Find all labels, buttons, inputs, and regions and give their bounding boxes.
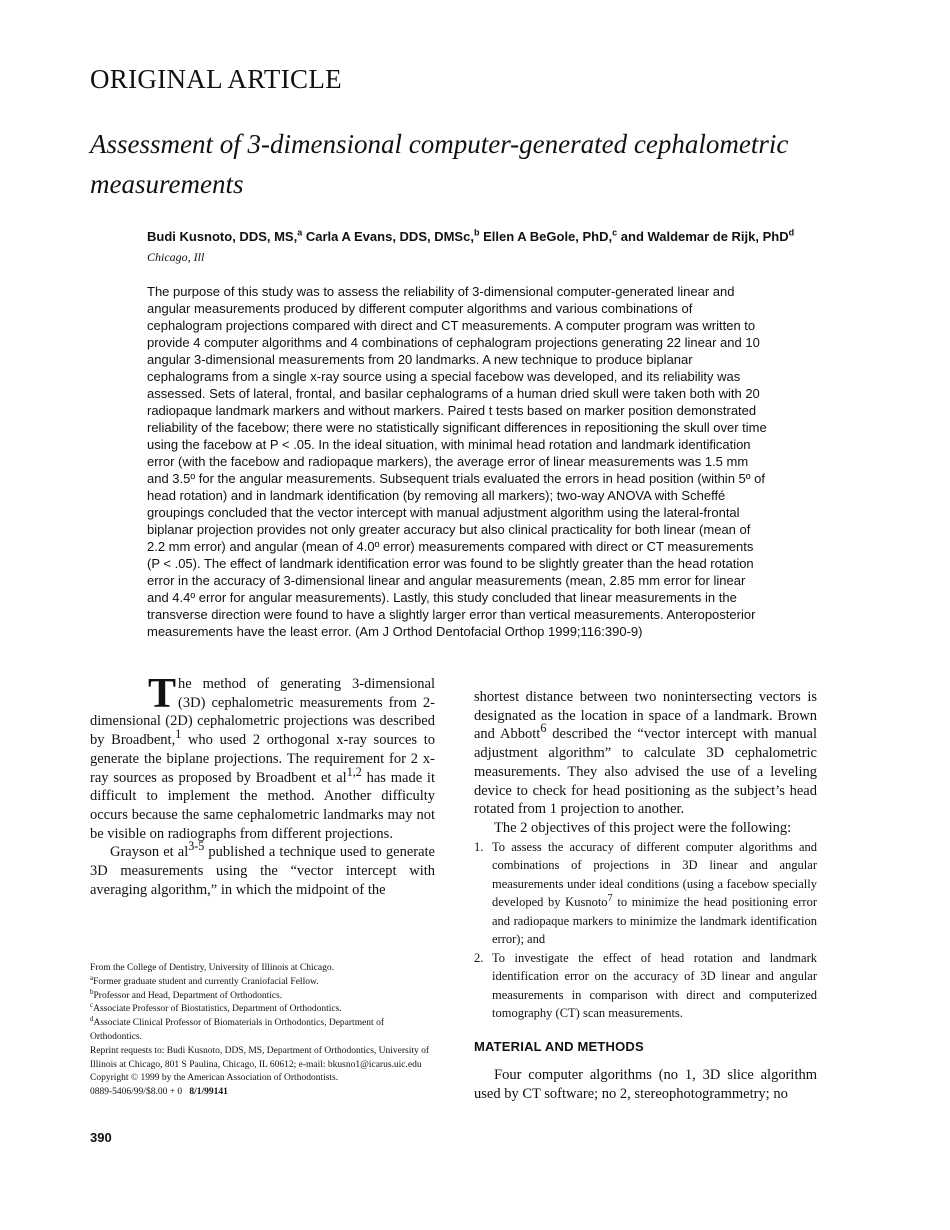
abstract-line: provide 4 computer algorithms and 4 combinations of cephalogram projections generating 22 linear and 10 — [147, 335, 760, 350]
author-affil-mark: d — [788, 227, 795, 238]
list-text: to minimize the head positioning error and radiopaque markers to minimize the landmark identification error); and — [492, 895, 818, 947]
page-number: 390 — [90, 1130, 112, 1145]
section-heading: MATERIAL AND METHODS — [474, 1038, 644, 1054]
author-affil-mark: a — [297, 227, 303, 238]
citation: 6 — [540, 721, 547, 736]
body-text: published a technique used to generate 3D measurements using the “vector intercept with averaging algorithm,” in which the midpoint of the — [90, 844, 435, 898]
author-name: Ellen A BeGole, PhD, — [479, 229, 613, 244]
abstract-line: biplanar projection provides not only greater accuracy but also clinical practicality for both linear (mean of — [147, 522, 751, 537]
body-text: has made it difficult to implement the method. Another difficulty occurs because the same cephalometric landmarks may not be visible on radiographs from different projections. — [90, 769, 435, 842]
footnotes — [90, 962, 435, 1100]
list-item — [474, 949, 817, 1023]
abstract-line: 2.2 mm error) and angular (mean of 4.0º error) measurements compared with direct or CT measurements — [147, 539, 754, 554]
objectives-list — [474, 838, 817, 1023]
abstract-line: radiopaque landmark markers and without markers. Paired t tests based on marker position demonstrated — [147, 403, 757, 418]
author-affil-mark: b — [473, 227, 480, 238]
abstract-line: groupings concluded that the vector intercept with manual adjustment algorithm using the lateral-frontal — [147, 505, 740, 520]
body-text: shortest distance between two nonintersecting vectors is designated as the location in space of a landmark. Brown and Abbott — [474, 689, 817, 743]
abstract-line: angular measurements produced by different computer algorithms and various combinations of — [147, 301, 693, 316]
abstract-line: using the facebow at P < .05. In the ideal situation, with minimal head rotation and landmark identification — [147, 437, 751, 452]
abstract — [147, 283, 822, 640]
citation: 1 — [175, 727, 182, 742]
body-text: who used 2 orthogonal x-ray sources to generate the biplane projections. The requirement for 2 x-ray sources as proposed by Broadbent et al — [90, 732, 436, 786]
abstract-line: transverse direction were found to have a slightly larger error than vertical measurements. Anteroposterior — [147, 607, 756, 622]
abstract-line: assessed. Sets of lateral, frontal, and basilar cephalograms of a human dried skull were taken both with 20 — [147, 386, 760, 401]
author-list — [147, 229, 847, 244]
list-number: 1. — [474, 839, 484, 854]
abstract-line: head rotation) and in landmark identification (by removing all markers); two-way ANOVA with Scheffé — [147, 488, 726, 503]
citation: 3-5 — [188, 839, 205, 854]
citation: 7 — [607, 892, 613, 904]
affiliation: Chicago, Ill — [147, 250, 205, 264]
body-text: Grayson et al — [110, 844, 189, 861]
footnote: From the College of Dentistry, University of Illinois at Chicago. — [90, 963, 334, 973]
abstract-line: cephalograms from a single x-ray source using a special facebow was developed, and its reliability was — [147, 369, 741, 384]
author-name: and Waldemar de Rijk, PhD — [617, 229, 789, 244]
abstract-line: error in the accuracy of 3-dimensional linear and angular measurements (mean, 2.85 mm error for linear — [147, 573, 746, 588]
abstract-line: measurements have the least error. (Am J Orthod Dentofacial Orthop 1999;116:390-9) — [147, 624, 643, 639]
abstract-line: (P < .05). The effect of landmark identification error was found to be slightly greater than the head rotation — [147, 556, 754, 571]
citation: 1,2 — [346, 764, 362, 779]
footnote-reprint: Reprint requests to: Budi Kusnoto, DDS, MS, Department of Orthodontics, University of Illinois at Chicago, 801 S Paulina, Chicago, IL 60612; e-mail: bkusno1@icarus.uic.edu — [90, 1045, 430, 1070]
footnote-code: 0889-5406/99/$8.00 + 0 8/1/99141 — [90, 1087, 228, 1098]
body-text: described the “vector intercept with manual adjustment algorithm” to calculate 3D cephalometric measurements. They also advised the use of a leveling device to check for head positioning as the subject’s head rotated from 1 projection to another. — [474, 726, 817, 818]
author-affil-mark: c — [612, 227, 618, 238]
list-text: To assess the accuracy of different computer algorithms and combinations of projections in 3D linear and angular measurements under ideal conditions (using a facebow specially developed by Kusnoto — [492, 839, 817, 910]
footnote: $^b$Professor and Head, Department of Orthodontics. — [90, 987, 283, 1001]
footnote: $^d$Associate Clinical Professor of Biomaterials in Orthodontics, Department of Orthodontics. — [90, 1015, 384, 1042]
abstract-line: angular 3-dimensional measurements from 20 landmarks. A new technique to produce biplanar — [147, 352, 693, 367]
list-text: To investigate the effect of head rotation and landmark identification error on the accuracy of 3D linear and angular measurements in comparison with direct and computerized tomography (CT) scan measurements. — [492, 950, 817, 1021]
abstract-line: reliability of the facebow; there were no statistically significant differences in repositioning the skull over time — [147, 420, 767, 435]
abstract-line: and 3.5º for the angular measurements. Subsequent trials evaluated the errors in head position (within 5º of — [147, 471, 765, 486]
footnote-copyright: Copyright © 1999 by the American Association of Orthodontists. — [90, 1073, 339, 1084]
footnote: $^a$Former graduate student and currently Craniofacial Fellow. — [90, 973, 319, 987]
abstract-line: error (with the facebow and radiopaque markers), the average error of linear measurements was 1.5 mm — [147, 454, 749, 469]
section-label: ORIGINAL ARTICLE — [90, 64, 342, 94]
list-item — [474, 838, 817, 949]
drop-cap: T — [148, 671, 177, 717]
body-column-right — [474, 688, 817, 1104]
body-text: Four computer algorithms (no 1, 3D slice algorithm used by CT software; no 2, stereophotogrammetry; no — [474, 1067, 817, 1103]
body-text: he method of generating 3-dimensional (3D) cephalometric measurements from 2-dimensional (2D) cephalometric projections was described by Broadbent, — [90, 676, 435, 749]
body-text: The 2 objectives of this project were the following: — [494, 819, 792, 836]
author-name: Budi Kusnoto, DDS, MS, — [147, 229, 298, 244]
abstract-line: The purpose of this study was to assess the reliability of 3-dimensional computer-generated linear and — [147, 284, 735, 299]
author-name: Carla A Evans, DDS, DMSc, — [302, 229, 474, 244]
abstract-line: and 4.4º error for angular measurements). Lastly, this study concluded that linear measurements in the — [147, 590, 737, 605]
body-column-left — [90, 671, 436, 899]
footnote: $^c$Associate Professor of Biostatistics, Department of Orthodontics. — [90, 1001, 342, 1015]
abstract-line: cephalogram projections compared with direct and CT measurements. A computer program was written to — [147, 318, 756, 333]
article-title: Assessment of 3-dimensional computer-generated cephalometric measurements — [90, 129, 789, 199]
list-number: 2. — [474, 950, 484, 965]
